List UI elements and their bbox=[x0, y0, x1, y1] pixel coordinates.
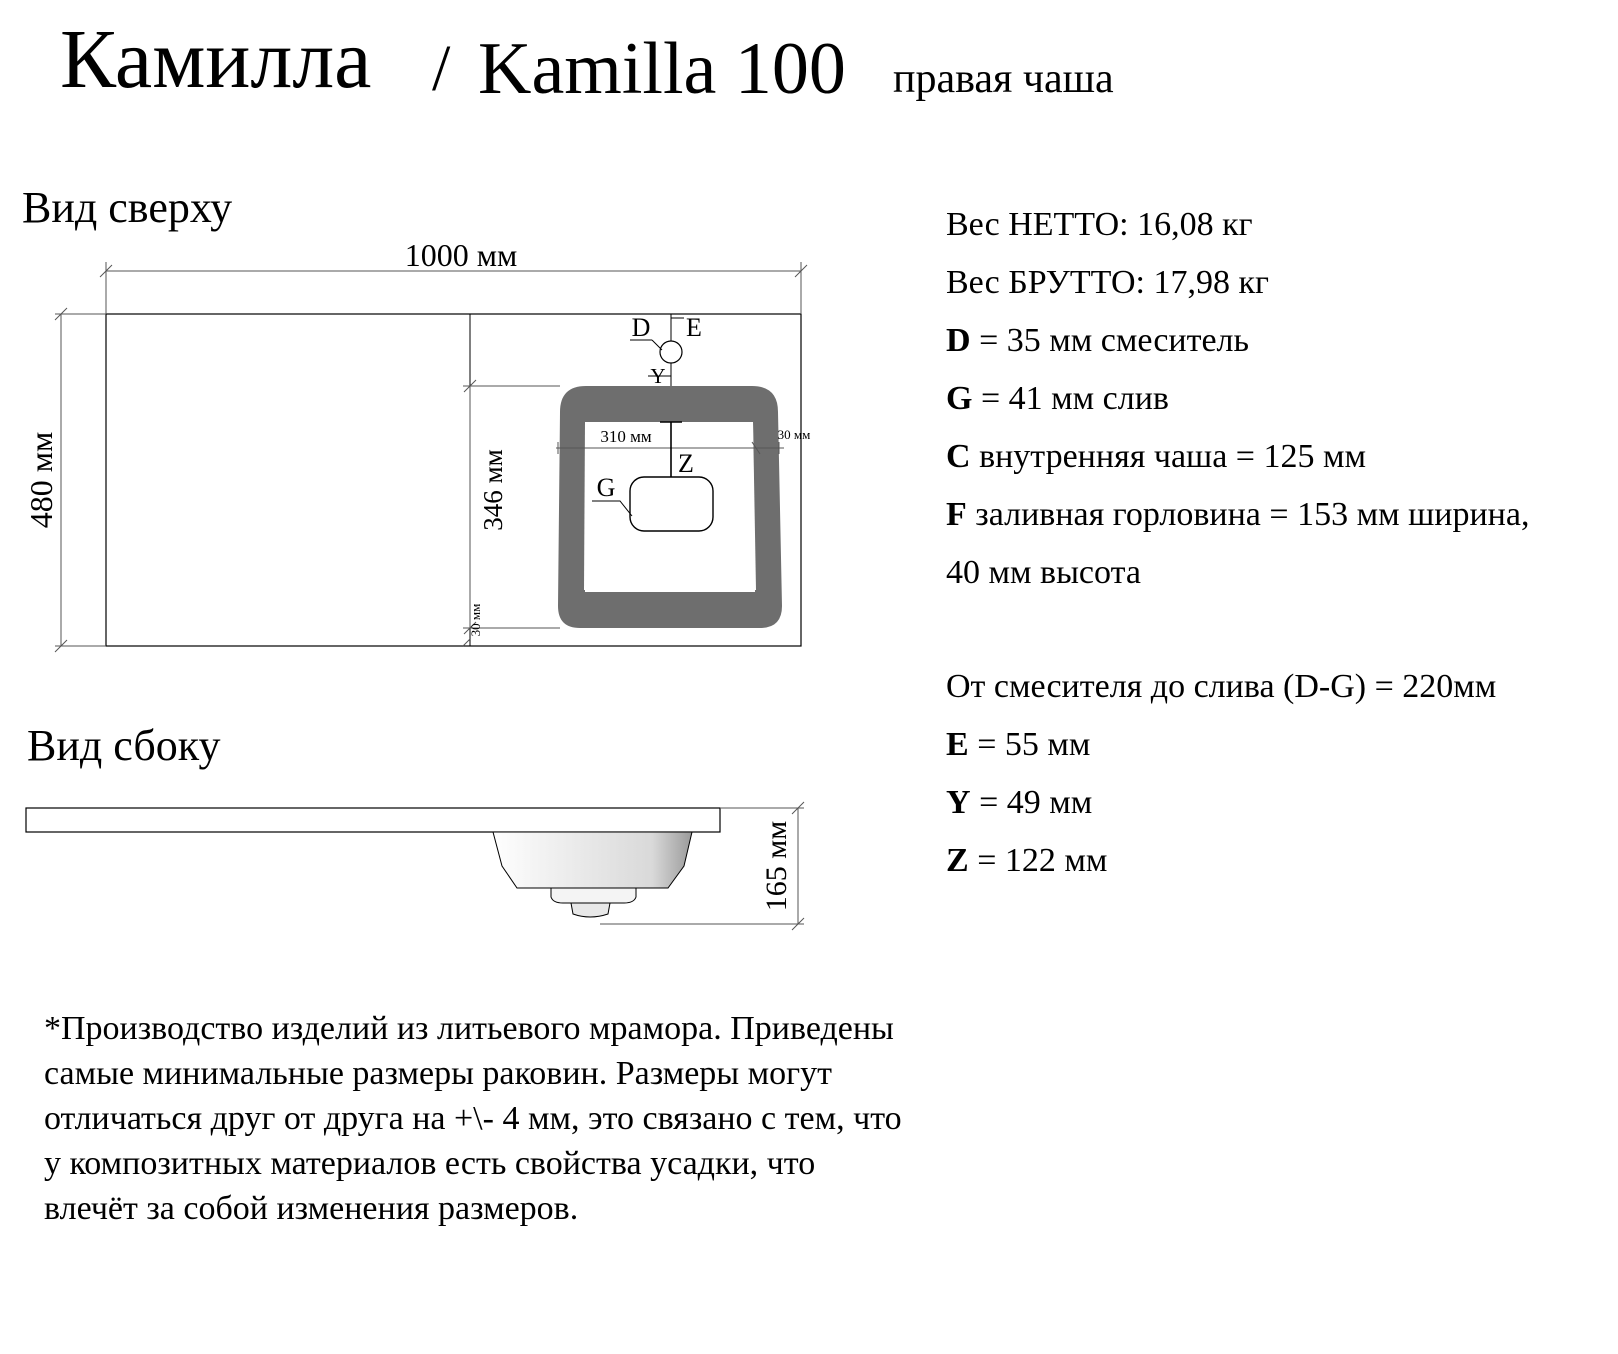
spec-z: Z = 122 мм bbox=[946, 842, 1108, 879]
top-view-drawing bbox=[23, 237, 810, 652]
side-view-drawing bbox=[26, 802, 804, 930]
dim-bowl-depth-label: 346 мм bbox=[478, 449, 508, 531]
letter-d: D bbox=[631, 313, 651, 342]
footnote-line: *Производство изделий из литьевого мрамора. Приведены bbox=[44, 1010, 894, 1047]
side-bowl bbox=[493, 832, 692, 888]
product-subtitle: правая чаша bbox=[893, 56, 1114, 102]
footnote-line: отличаться друг от друга на +\- 4 мм, это связано с тем, что bbox=[44, 1100, 902, 1137]
spec-d-g-distance: От смесителя до слива (D-G) = 220мм bbox=[946, 668, 1497, 705]
product-title-latin: Kamilla 100 bbox=[478, 28, 846, 110]
letter-e: E bbox=[686, 313, 702, 342]
side-view-label: Вид сбоку bbox=[27, 721, 221, 770]
dim-rim-bottom-label: 30 мм bbox=[468, 603, 483, 637]
letter-z: Z bbox=[678, 449, 694, 478]
spec-y: Y = 49 мм bbox=[946, 784, 1093, 821]
footnote-line: влечёт за собой изменения размеров. bbox=[44, 1190, 579, 1227]
footnote-line: у композитных материалов есть свойства усадки, что bbox=[44, 1145, 816, 1182]
dim-side-height-label: 165 мм bbox=[760, 820, 793, 912]
product-title-cyrillic: Камилла bbox=[60, 13, 372, 106]
spec-f-height: 40 мм высота bbox=[946, 554, 1141, 591]
dim-rim-right-label: 30 мм bbox=[777, 427, 811, 442]
letter-y: Y bbox=[650, 364, 666, 388]
dim-inner-width-label: 310 мм bbox=[600, 427, 652, 446]
spec-f: F заливная горловина = 153 мм ширина, bbox=[946, 496, 1530, 533]
footnote-line: самые минимальные размеры раковин. Размеры могут bbox=[44, 1055, 832, 1092]
side-drain-pipe bbox=[571, 903, 610, 917]
drain-outline bbox=[630, 477, 713, 531]
spec-c: C внутренняя чаша = 125 мм bbox=[946, 438, 1367, 475]
spec-d: D = 35 мм смеситель bbox=[946, 322, 1250, 359]
side-drain-base bbox=[551, 888, 636, 903]
letter-g: G bbox=[596, 473, 616, 502]
footnote bbox=[44, 1006, 1004, 1231]
dim-height-label: 480 мм bbox=[23, 431, 59, 529]
top-view-label: Вид сверху bbox=[22, 183, 233, 232]
side-slab bbox=[26, 808, 720, 832]
dim-width-label: 1000 мм bbox=[404, 237, 518, 273]
spec-net-weight: Вес НЕТТО: 16,08 кг bbox=[946, 206, 1253, 243]
spec-gross-weight: Вес БРУТТО: 17,98 кг bbox=[946, 264, 1269, 301]
mixer-hole bbox=[660, 341, 682, 363]
spec-e: E = 55 мм bbox=[946, 726, 1091, 763]
title-separator: / bbox=[432, 32, 451, 105]
spec-g: G = 41 мм слив bbox=[946, 380, 1169, 417]
